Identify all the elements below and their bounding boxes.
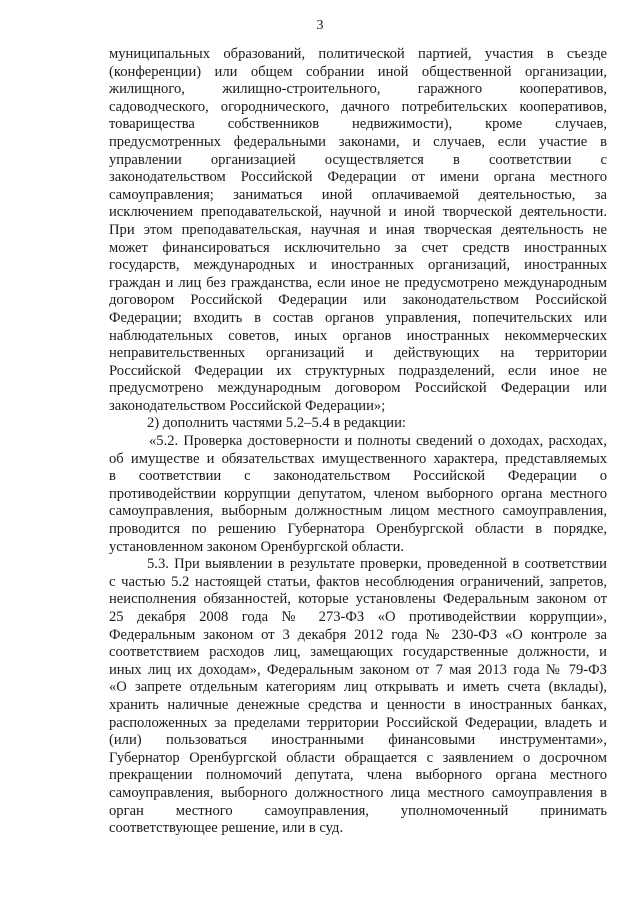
text-line: государств, международных и иностранных организаций, иностранных [109,257,607,274]
text-line: Губернатор Оренбургской области обращается с заявлением о досрочном [109,749,607,766]
text-line: в соответствии с законодательством Российской Федерации о [109,468,607,485]
text-line: (или) пользоваться иностранными финансовыми инструментами», [109,732,607,749]
text-line: 25 декабря 2008 года № 273-ФЗ «О противодействии коррупции», [109,609,607,625]
text-line: законодательством Российской Федерации»; [109,397,386,414]
text-line: соответствующее решение, или в суд. [109,820,344,837]
text-line: товарищества собственников недвижимости), кроме случаев, [109,116,607,133]
text-line: садоводческого, огороднического, дачного потребительских кооперативов, [109,98,607,115]
text-line: об имуществе и обязательствах имущественного характера, представляемых [109,450,607,467]
text-line: 2) дополнить частями 5.2–5.4 в редакции: [147,415,406,432]
text-line: расположенных за пределами территории Российской Федерации, владеть и [109,714,607,731]
text-line: с частью 5.2 настоящей статьи, фактов несоблюдения ограничений, запретов, [109,573,607,590]
text-line: самоуправления, выборного должностного лица местного самоуправления в [109,784,607,801]
text-line: проводится по решению Губернатора Оренбургской области в порядке, [109,521,607,538]
text-line: хранить наличные денежные средства и ценности в иностранных банках, [109,696,607,713]
text-line: прекращении полномочий депутата, члена выборного органа местного [109,767,607,784]
text-line: муниципальных образований, политической партией, участия в съезде [109,46,607,62]
text-line: самоуправления, выборным должностным лицом местного самоуправления, [109,503,607,520]
text-line: предусмотренных федеральными законами, и случаев, если участие в [109,133,607,150]
text-line: Российской Федерации их структурных подразделений, если иное не [109,362,607,379]
text-line: исключением преподавательской, научной и иной творческой деятельности. [109,204,607,221]
page-number: 3 [316,18,324,33]
text-line: наблюдательных советов, иных органов иностранных некоммерческих [109,327,607,344]
text-line: неправительственных организаций и действующих на территории [109,345,607,362]
text-line: установленном законом Оренбургской области. [109,538,405,555]
text-line: 5.3. При выявлении в результате проверки, проведенной в соответствии [147,556,607,573]
text-line: законодательством Российской Федерации от имени органа местного [109,169,607,186]
document-body [109,46,607,838]
text-line: противодействии коррупции депутатом, членом выборного органа местного [109,485,607,502]
text-line: При этом преподавательская, научная и иная творческая деятельность не [109,221,607,238]
text-line: жилищного, жилищно-строительного, гаражного кооперативов, [109,81,607,98]
text-line: управлении организацией осуществляется в соответствии с [109,151,607,168]
text-line: (конференции) или общем собрании иной общественной организации, [109,63,607,80]
text-line: может финансироваться исключительно за счет средств иностранных [109,239,607,256]
text-line: соответствием расходов лиц, замещающих государственные должности, и [109,644,607,661]
text-line: предусмотрено международным договором Российской Федерации или [109,380,607,397]
text-line: Федерации; входить в состав органов управления, попечительских или [109,309,607,326]
text-line: «5.2. Проверка достоверности и полноты сведений о доходах, расходах, [149,433,607,450]
text-line: «О запрете отдельным категориям лиц открывать и иметь счета (вклады), [109,679,607,696]
text-line: самоуправления; заниматься иной оплачиваемой деятельностью, за [109,186,607,203]
text-line: граждан и лиц без гражданства, если иное не предусмотрено международным [109,274,607,291]
text-line: Федеральным законом от 3 декабря 2012 года № 230-ФЗ «О контроле за [109,626,607,643]
text-line: иных лиц их доходам», Федеральным законом от 7 мая 2013 года № 79-ФЗ [109,661,607,678]
text-line: договором Российской Федерации или законодательством Российской [109,292,607,309]
text-line: неисполнения обязанностей, которые установлены Федеральным законом от [109,591,607,608]
text-line: орган местного самоуправления, уполномоченный принимать [109,802,607,819]
